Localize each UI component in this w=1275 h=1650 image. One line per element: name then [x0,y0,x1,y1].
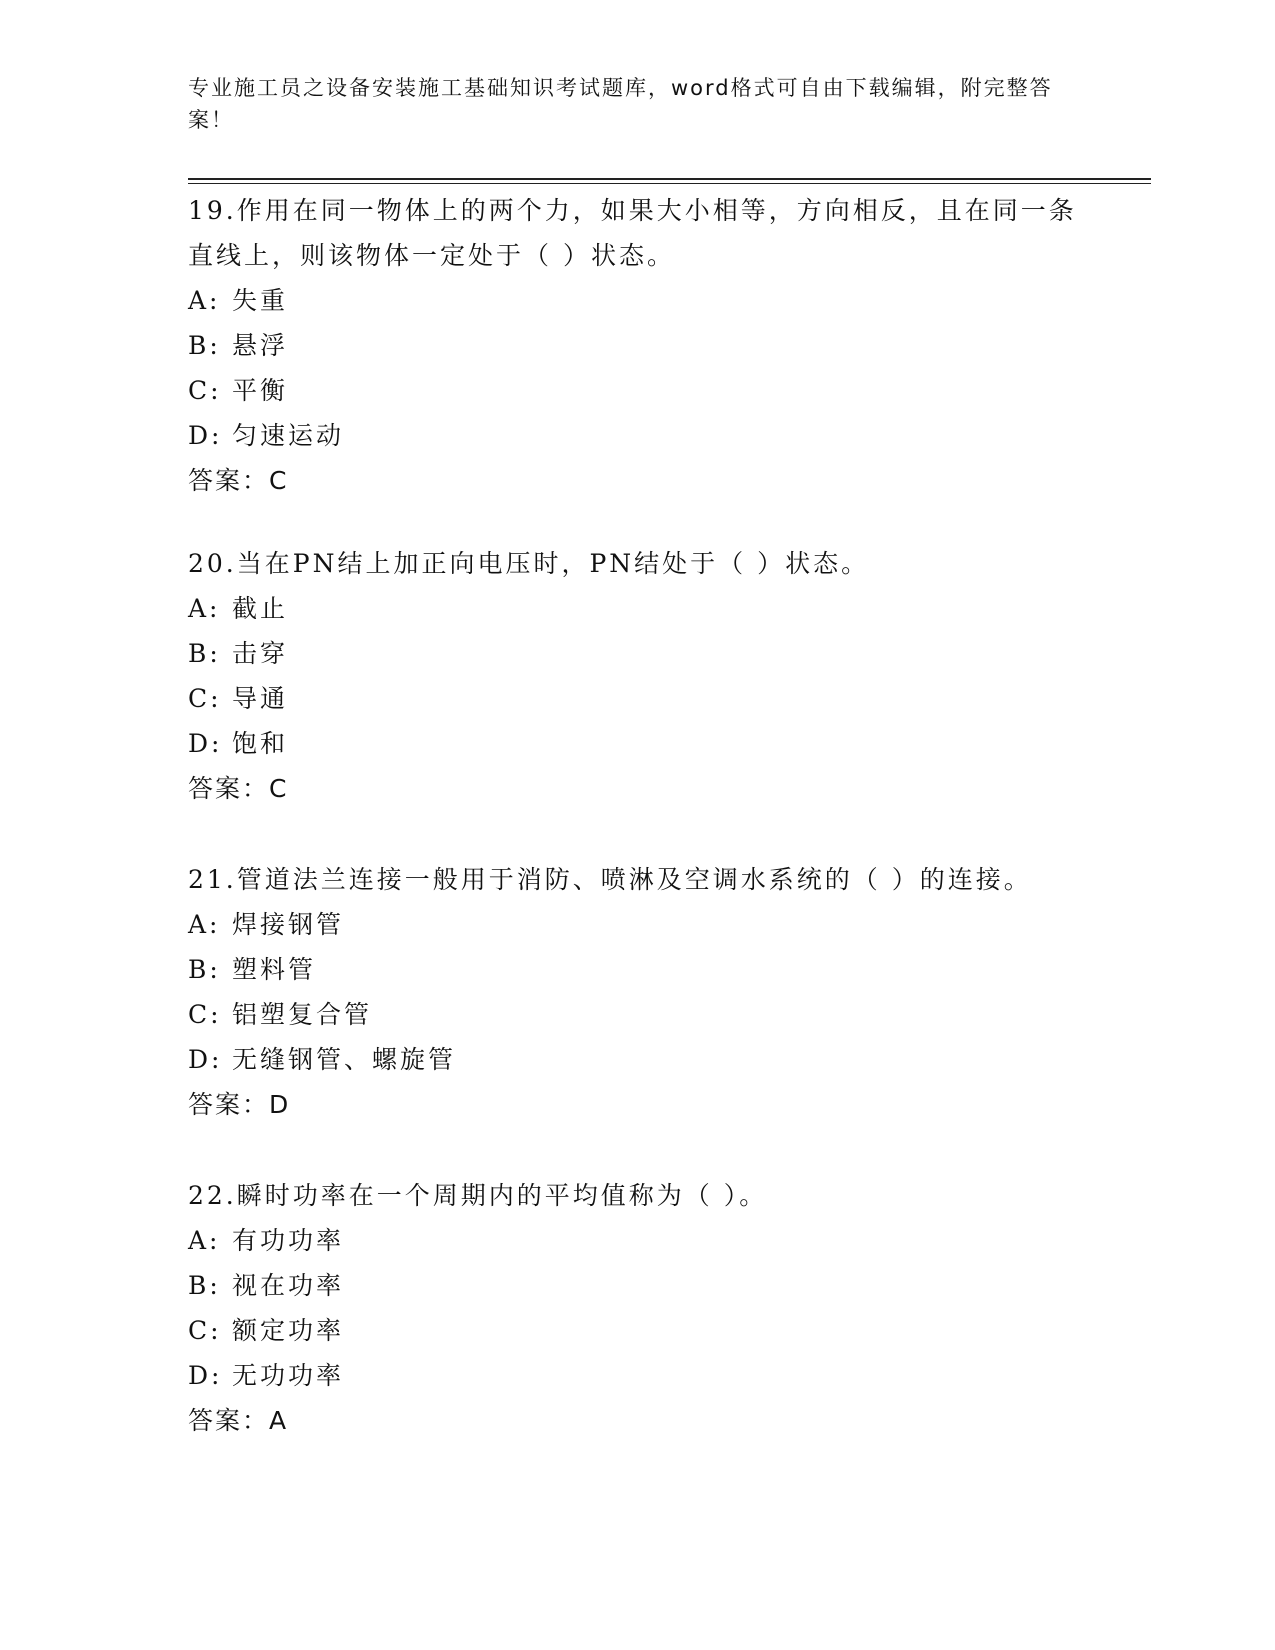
question-20 [188,541,1088,811]
answer-line: 答案：D [188,1090,291,1119]
option-letter: D: [188,421,223,450]
question-19 [188,188,1088,503]
option-text: 截止 [232,594,289,623]
option-letter: B: [188,955,221,984]
option-text: 焊接钢管 [232,910,345,939]
answer-line: 答案：A [188,1406,289,1435]
option-text: 额定功率 [232,1316,345,1345]
question-21 [188,857,1088,1127]
option-a [188,1218,1088,1263]
option-text: 失重 [232,286,289,315]
option-letter: A: [188,286,221,315]
option-text: 塑料管 [232,955,317,984]
option-a [188,586,1088,631]
question-stem: 19.作用在同一物体上的两个力，如果大小相等，方向相反，且在同一条直线上，则该物体一定处于（ ）状态。 [188,196,1077,270]
option-d [188,413,1088,458]
option-letter: C: [188,684,222,713]
question-stem: 20.当在PN结上加正向电压时，PN结处于（ ）状态。 [188,549,870,578]
option-b [188,1263,1088,1308]
answer-line: 答案：C [188,466,289,495]
question-stem: 21.管道法兰连接一般用于消防、喷淋及空调水系统的（ ）的连接。 [188,865,1032,894]
option-b [188,323,1088,368]
option-letter: D: [188,729,223,758]
option-text: 饱和 [232,729,289,758]
option-text: 铝塑复合管 [232,1000,373,1029]
option-letter: A: [188,594,221,623]
option-letter: D: [188,1045,223,1074]
option-text: 无功功率 [232,1361,345,1390]
option-d [188,1037,1088,1082]
option-letter: B: [188,331,221,360]
option-letter: C: [188,376,222,405]
option-text: 平衡 [232,376,289,405]
option-c [188,368,1088,413]
question-stem: 22.瞬时功率在一个周期内的平均值称为（ ）。 [188,1181,768,1210]
option-letter: C: [188,1316,222,1345]
option-text: 无缝钢管、螺旋管 [232,1045,457,1074]
option-d [188,721,1088,766]
option-letter: A: [188,1226,221,1255]
option-text: 导通 [232,684,289,713]
document-header: 专业施工员之设备安装施工基础知识考试题库，word格式可自由下载编辑，附完整答案！ [188,76,1053,132]
option-b [188,947,1088,992]
option-text: 击穿 [232,639,289,668]
option-letter: B: [188,1271,221,1300]
option-c [188,1308,1088,1353]
option-letter: B: [188,639,221,668]
option-d [188,1353,1088,1398]
option-text: 有功功率 [232,1226,345,1255]
option-c [188,676,1088,721]
option-letter: C: [188,1000,222,1029]
option-a [188,278,1088,323]
header-divider-thick [188,178,1151,180]
option-c [188,992,1088,1037]
option-text: 匀速运动 [232,421,345,450]
question-22 [188,1173,1088,1443]
option-text: 悬浮 [232,331,289,360]
header-divider-thin [188,183,1151,184]
option-a [188,902,1088,947]
option-letter: D: [188,1361,223,1390]
option-b [188,631,1088,676]
option-letter: A: [188,910,221,939]
option-text: 视在功率 [232,1271,345,1300]
answer-line: 答案：C [188,774,289,803]
